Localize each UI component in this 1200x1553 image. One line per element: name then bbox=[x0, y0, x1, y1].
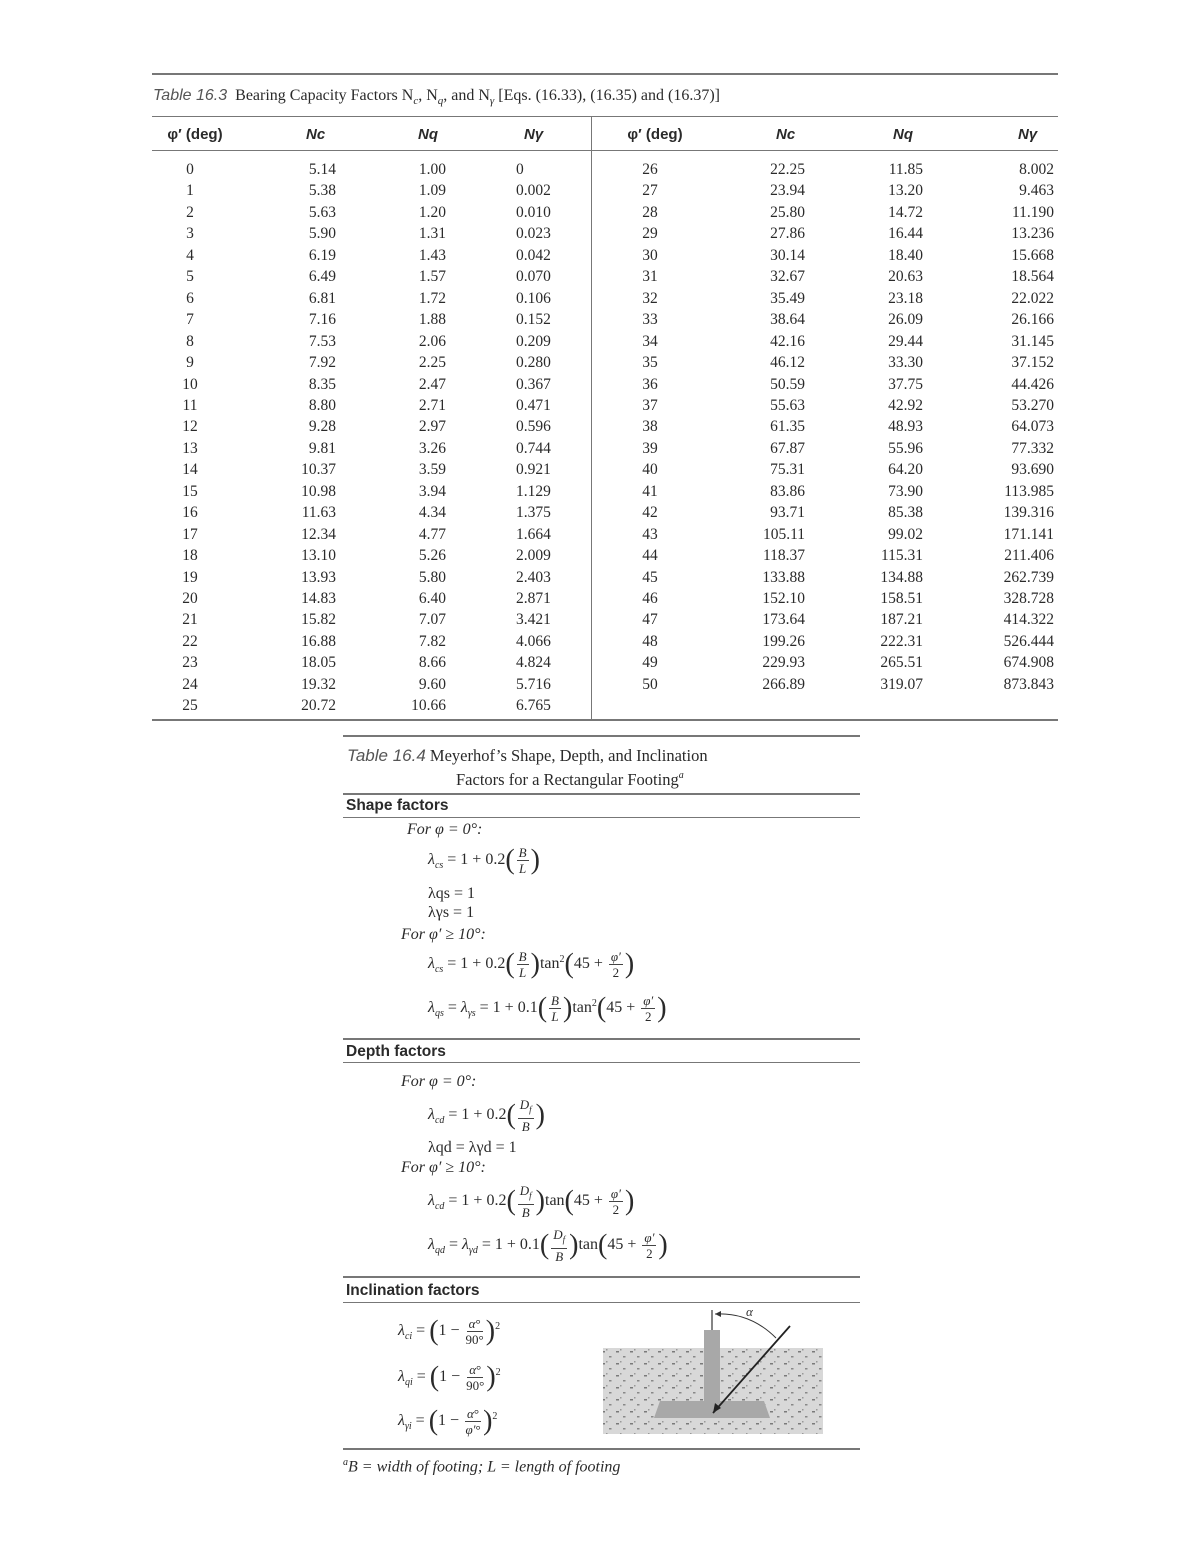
cell-left-phi: 12 bbox=[182, 418, 198, 436]
cell-left-nc: 9.81 bbox=[308, 439, 336, 457]
cell-left-phi: 22 bbox=[182, 632, 198, 650]
cell-right-ngamma: 18.564 bbox=[1011, 268, 1054, 286]
cell-left-ngamma: 4.066 bbox=[516, 632, 551, 650]
eq-lambda-ci: $\lambda_{ci} = (1$ − $\frac{\alpha^\circ}{90^\circ}$ )$^2$ bbox=[398, 1315, 501, 1347]
cell-left-ngamma: 1.129 bbox=[516, 482, 551, 500]
eq-lambda-cd-phi0: $\lambda_{cd} = 1 + 0.2$( $\frac{D_f}{B}$ ) bbox=[428, 1097, 545, 1134]
cell-right-nq: 16.44 bbox=[888, 225, 923, 243]
inclined-load-figure bbox=[600, 1300, 825, 1440]
cell-left-nc: 13.93 bbox=[301, 568, 336, 586]
cell-left-phi: 25 bbox=[182, 697, 198, 715]
cell-right-phi: 31 bbox=[642, 268, 658, 286]
t164-bottom-rule bbox=[343, 1448, 860, 1450]
cell-right-nc: 67.87 bbox=[770, 439, 805, 457]
eq-lambda-qs-gs-phi10: $\lambda_{qs} = \lambda_{\gamma s} = 1 + 0.1$( $\frac{B}{L}$ )$\tan^2(45$ + $\frac{\varphi'}{2}$ ) bbox=[428, 992, 667, 1024]
cell-left-nc: 20.72 bbox=[301, 697, 336, 715]
header-phi-right: φ′ (deg) bbox=[627, 126, 683, 143]
cell-left-nq: 2.47 bbox=[418, 375, 446, 393]
cell-right-nq: 11.85 bbox=[888, 161, 923, 178]
eq-lambda-qd: λqd = λγd = 1 bbox=[428, 1139, 517, 1156]
cell-right-ngamma: 262.739 bbox=[1003, 568, 1054, 586]
cell-right-ngamma: 139.316 bbox=[1003, 504, 1054, 522]
cell-right-nq: 265.51 bbox=[880, 654, 923, 672]
cell-left-nc: 10.37 bbox=[301, 461, 336, 479]
eq-lambda-cd-phi10: $\lambda_{cd} = 1 + 0.2$( $\frac{D_f}{B}$ )tan(45 + $\frac{\varphi'}{2}$ ) bbox=[428, 1183, 635, 1220]
shape-header-rule bbox=[343, 793, 860, 795]
cell-right-nq: 134.88 bbox=[880, 568, 923, 586]
cell-right-nq: 115.31 bbox=[880, 547, 923, 565]
cell-left-nq: 2.97 bbox=[418, 418, 446, 436]
cell-right-nq: 48.93 bbox=[888, 418, 923, 436]
cell-left-phi: 14 bbox=[182, 461, 198, 479]
cell-right-nc: 118.37 bbox=[762, 547, 805, 565]
cell-left-nc: 9.28 bbox=[308, 418, 336, 436]
cell-left-ngamma: 2.009 bbox=[516, 547, 551, 565]
cell-left-phi: 21 bbox=[182, 611, 198, 629]
for-phi0-label: For φ = 0°: bbox=[407, 821, 483, 838]
cell-left-phi: 23 bbox=[182, 654, 198, 672]
cell-left-nq: 1.31 bbox=[418, 225, 446, 243]
cell-right-nq: 26.09 bbox=[888, 311, 923, 329]
cell-right-ngamma: 9.463 bbox=[1019, 182, 1054, 200]
cell-right-phi: 46 bbox=[642, 590, 658, 607]
cell-left-phi: 0 bbox=[186, 161, 194, 178]
cell-left-nc: 6.49 bbox=[308, 268, 336, 286]
cell-right-nq: 33.30 bbox=[888, 354, 923, 372]
t164-top-rule bbox=[343, 735, 860, 737]
cell-right-phi: 43 bbox=[642, 525, 658, 543]
cell-right-phi: 32 bbox=[642, 289, 658, 307]
eq-lambda-cs-phi0: $\lambda_{cs} = 1 + 0.2$( $\frac{B}{L}$ ) bbox=[428, 844, 540, 876]
cell-right-nc: 42.16 bbox=[770, 332, 805, 350]
for-phi10-label: For φ′ ≥ 10°: bbox=[401, 926, 486, 943]
cell-right-ngamma: 64.073 bbox=[1011, 418, 1054, 436]
eq-lambda-gs: λγs = 1 bbox=[428, 904, 475, 921]
table-16-4-title: Table 16.4 Meyerhof’s Shape, Depth, and Inclination Factors for a Rectangular Footing$^a$ bbox=[347, 746, 708, 789]
cell-right-nc: 27.86 bbox=[770, 225, 805, 243]
cell-left-nc: 11.63 bbox=[301, 504, 336, 522]
cell-right-phi: 50 bbox=[642, 675, 658, 693]
cell-left-phi: 8 bbox=[186, 332, 194, 350]
cell-right-phi: 37 bbox=[642, 396, 658, 414]
cell-right-nq: 42.92 bbox=[888, 396, 923, 414]
cell-left-nq: 7.82 bbox=[418, 632, 446, 650]
cell-left-phi: 19 bbox=[182, 568, 198, 586]
cell-right-nq: 222.31 bbox=[880, 632, 923, 650]
cell-right-nc: 30.14 bbox=[770, 246, 805, 264]
cell-right-ngamma: 37.152 bbox=[1011, 354, 1054, 372]
cell-right-ngamma: 13.236 bbox=[1011, 225, 1054, 243]
cell-right-phi: 39 bbox=[642, 439, 658, 457]
cell-left-phi: 16 bbox=[182, 504, 198, 522]
cell-left-nq: 8.66 bbox=[418, 654, 446, 672]
cell-right-nc: 35.49 bbox=[770, 289, 805, 307]
table-top-rule bbox=[152, 73, 1058, 75]
cell-left-ngamma: 0.002 bbox=[516, 182, 551, 200]
cell-right-nq: 85.38 bbox=[888, 504, 923, 522]
cell-right-ngamma: 674.908 bbox=[1003, 654, 1054, 672]
cell-right-phi: 33 bbox=[642, 311, 658, 329]
eq-lambda-gi: $\lambda_{\gamma i} = (1$ − $\frac{\alpha^\circ}{\varphi'^\circ}$ )$^2$ bbox=[398, 1405, 498, 1437]
cell-right-phi: 44 bbox=[642, 547, 658, 565]
cell-right-nc: 105.11 bbox=[762, 525, 805, 543]
cell-left-ngamma: 2.403 bbox=[516, 568, 551, 586]
cell-left-nc: 5.14 bbox=[308, 161, 336, 178]
cell-right-nc: 173.64 bbox=[762, 611, 805, 629]
cell-left-ngamma: 4.824 bbox=[516, 654, 551, 672]
cell-right-ngamma: 211.406 bbox=[1004, 547, 1054, 565]
cell-right-ngamma: 113.985 bbox=[1004, 482, 1054, 500]
table-16-3-title: Table 16.3 Bearing Capacity Factors $N_c$, $N_q$, and $N_\gamma$ [Eqs. (16.33), (16.35) and (16.37)] bbox=[153, 87, 720, 108]
header-nc-left: Nc bbox=[306, 126, 326, 143]
cell-right-nq: 23.18 bbox=[888, 289, 923, 307]
cell-left-phi: 3 bbox=[186, 225, 194, 243]
inclination-factors-header: Inclination factors bbox=[346, 1282, 480, 1299]
cell-right-nc: 55.63 bbox=[770, 396, 805, 414]
footing-column bbox=[704, 1330, 720, 1405]
cell-left-phi: 18 bbox=[182, 547, 198, 565]
cell-left-ngamma: 0 bbox=[516, 161, 524, 178]
cell-left-ngamma: 5.716 bbox=[516, 675, 551, 693]
cell-left-nq: 3.59 bbox=[418, 461, 446, 479]
cell-left-ngamma: 0.010 bbox=[516, 203, 551, 221]
cell-right-ngamma: 414.322 bbox=[1003, 611, 1054, 629]
cell-right-ngamma: 31.145 bbox=[1011, 332, 1054, 350]
cell-right-phi: 29 bbox=[642, 225, 658, 243]
cell-right-nc: 75.31 bbox=[770, 461, 805, 479]
cell-right-nq: 55.96 bbox=[888, 439, 923, 457]
cell-left-phi: 10 bbox=[182, 375, 198, 393]
header-phi-left: φ′ (deg) bbox=[167, 126, 223, 143]
for-phi10-depth-label: For φ′ ≥ 10°: bbox=[401, 1159, 486, 1176]
cell-right-phi: 30 bbox=[642, 246, 658, 264]
cell-right-nc: 23.94 bbox=[770, 182, 805, 200]
cell-left-phi: 7 bbox=[186, 311, 194, 329]
cell-left-nc: 14.83 bbox=[301, 590, 336, 607]
cell-left-phi: 9 bbox=[186, 354, 194, 372]
eq-lambda-qs: λqs = 1 bbox=[428, 885, 476, 902]
cell-right-nc: 46.12 bbox=[770, 354, 805, 372]
cell-right-nq: 73.90 bbox=[888, 482, 923, 500]
cell-right-ngamma: 328.728 bbox=[1003, 590, 1054, 607]
cell-left-phi: 13 bbox=[182, 439, 198, 457]
cell-right-ngamma: 44.426 bbox=[1011, 375, 1054, 393]
cell-right-ngamma: 26.166 bbox=[1011, 311, 1054, 329]
cell-left-nq: 4.34 bbox=[418, 504, 446, 522]
cell-right-phi: 41 bbox=[642, 482, 658, 500]
cell-right-phi: 26 bbox=[642, 161, 658, 178]
cell-right-ngamma: 53.270 bbox=[1011, 396, 1054, 414]
header-top-rule bbox=[152, 116, 1058, 117]
cell-left-phi: 5 bbox=[186, 268, 194, 286]
cell-left-ngamma: 0.280 bbox=[516, 354, 551, 372]
cell-right-nq: 37.75 bbox=[888, 375, 923, 393]
depth-sub-rule bbox=[343, 1062, 860, 1063]
cell-right-nq: 13.20 bbox=[888, 182, 923, 200]
cell-right-nq: 18.40 bbox=[888, 246, 923, 264]
cell-right-nc: 152.10 bbox=[762, 590, 805, 607]
cell-right-phi: 38 bbox=[642, 418, 658, 436]
cell-left-nq: 1.43 bbox=[418, 246, 446, 264]
header-ng-left: Nγ bbox=[524, 126, 544, 143]
cell-right-nq: 158.51 bbox=[880, 590, 923, 607]
cell-right-nc: 199.26 bbox=[762, 632, 805, 650]
cell-left-nq: 1.88 bbox=[418, 311, 446, 329]
cell-right-phi: 45 bbox=[642, 568, 658, 586]
cell-right-nc: 22.25 bbox=[770, 161, 805, 178]
cell-left-nc: 7.53 bbox=[308, 332, 336, 350]
cell-right-nq: 187.21 bbox=[880, 611, 923, 629]
cell-right-nc: 83.86 bbox=[770, 482, 805, 500]
cell-left-nq: 5.26 bbox=[418, 547, 446, 565]
cell-right-phi: 36 bbox=[642, 375, 658, 393]
cell-left-nc: 13.10 bbox=[301, 547, 336, 565]
cell-left-nc: 6.81 bbox=[308, 289, 336, 307]
table-label: Table 16.3 bbox=[153, 87, 228, 104]
cell-right-ngamma: 11.190 bbox=[1011, 203, 1054, 221]
cell-right-nq: 20.63 bbox=[888, 268, 923, 286]
cell-left-nq: 3.94 bbox=[418, 482, 446, 500]
eq-lambda-qi: $\lambda_{qi} = (1$ − $\frac{\alpha^\circ}{90^\circ}$ )$^2$ bbox=[398, 1361, 501, 1393]
header-nq-left: Nq bbox=[418, 126, 438, 143]
for-phi0-depth-label: For φ = 0°: bbox=[401, 1073, 477, 1090]
cell-left-nc: 8.35 bbox=[308, 375, 336, 393]
alpha-label: α bbox=[746, 1304, 753, 1319]
cell-left-nq: 6.40 bbox=[418, 590, 446, 607]
cell-right-ngamma: 8.002 bbox=[1019, 161, 1054, 178]
cell-left-ngamma: 0.744 bbox=[516, 439, 551, 457]
cell-right-ngamma: 526.444 bbox=[1003, 632, 1054, 650]
cell-left-ngamma: 6.765 bbox=[516, 697, 551, 715]
depth-header-rule bbox=[343, 1038, 860, 1040]
cell-right-nc: 38.64 bbox=[770, 311, 805, 329]
cell-right-ngamma: 93.690 bbox=[1011, 461, 1054, 479]
cell-left-ngamma: 0.209 bbox=[516, 332, 551, 350]
cell-left-nq: 1.20 bbox=[418, 203, 446, 221]
cell-right-nq: 64.20 bbox=[888, 461, 923, 479]
cell-right-nc: 61.35 bbox=[770, 418, 805, 436]
cell-left-nq: 9.60 bbox=[418, 675, 446, 693]
shape-factors-header: Shape factors bbox=[346, 797, 449, 814]
cell-left-ngamma: 3.421 bbox=[516, 611, 551, 629]
cell-right-ngamma: 171.141 bbox=[1003, 525, 1054, 543]
cell-left-nc: 12.34 bbox=[301, 525, 336, 543]
cell-left-nq: 1.57 bbox=[418, 268, 446, 286]
header-ng-right: Nγ bbox=[1018, 126, 1038, 143]
cell-right-phi: 34 bbox=[642, 332, 658, 350]
cell-left-nc: 19.32 bbox=[301, 675, 336, 693]
cell-left-nc: 18.05 bbox=[301, 654, 336, 672]
cell-left-phi: 17 bbox=[182, 525, 198, 543]
cell-left-nq: 1.00 bbox=[418, 161, 446, 178]
cell-left-nq: 2.71 bbox=[418, 396, 446, 414]
cell-left-nc: 16.88 bbox=[301, 632, 336, 650]
column-divider bbox=[591, 116, 592, 720]
cell-left-ngamma: 0.042 bbox=[516, 246, 551, 264]
cell-left-ngamma: 1.664 bbox=[516, 525, 551, 543]
cell-right-phi: 35 bbox=[642, 354, 658, 372]
cell-left-phi: 1 bbox=[186, 182, 194, 200]
cell-left-ngamma: 0.367 bbox=[516, 375, 551, 393]
cell-right-nq: 99.02 bbox=[888, 525, 923, 543]
cell-left-nq: 2.25 bbox=[418, 354, 446, 372]
cell-left-nq: 2.06 bbox=[418, 332, 446, 350]
cell-left-nq: 7.07 bbox=[418, 611, 446, 629]
cell-right-nc: 32.67 bbox=[770, 268, 805, 286]
cell-left-nc: 5.90 bbox=[308, 225, 336, 243]
cell-left-ngamma: 0.023 bbox=[516, 225, 551, 243]
cell-left-nc: 8.80 bbox=[308, 396, 336, 414]
cell-left-ngamma: 1.375 bbox=[516, 504, 551, 522]
cell-left-phi: 24 bbox=[182, 675, 198, 693]
header-bottom-rule bbox=[152, 150, 1058, 151]
cell-left-ngamma: 0.106 bbox=[516, 289, 551, 307]
cell-left-ngamma: 0.596 bbox=[516, 418, 551, 436]
cell-left-nc: 7.92 bbox=[308, 354, 336, 372]
cell-right-nc: 50.59 bbox=[770, 375, 805, 393]
table-bottom-rule bbox=[152, 719, 1058, 721]
table-footnote: $^a$B = width of footing; L = length of footing bbox=[343, 1457, 621, 1476]
cell-left-ngamma: 0.471 bbox=[516, 396, 551, 414]
cell-left-nc: 10.98 bbox=[301, 482, 336, 500]
incl-header-rule bbox=[343, 1276, 860, 1278]
cell-right-nq: 29.44 bbox=[888, 332, 923, 350]
cell-right-nc: 229.93 bbox=[762, 654, 805, 672]
cell-left-nc: 5.63 bbox=[308, 203, 336, 221]
cell-left-phi: 20 bbox=[182, 590, 198, 607]
cell-right-phi: 42 bbox=[642, 504, 658, 522]
cell-right-ngamma: 22.022 bbox=[1011, 289, 1054, 307]
cell-left-nq: 1.09 bbox=[418, 182, 446, 200]
cell-left-phi: 2 bbox=[186, 203, 194, 221]
cell-right-phi: 27 bbox=[642, 182, 658, 200]
cell-left-nc: 6.19 bbox=[308, 246, 336, 264]
cell-left-ngamma: 0.070 bbox=[516, 268, 551, 286]
cell-left-ngamma: 0.921 bbox=[516, 461, 551, 479]
cell-right-ngamma: 15.668 bbox=[1011, 246, 1054, 264]
shape-sub-rule bbox=[343, 817, 860, 818]
cell-right-ngamma: 77.332 bbox=[1011, 439, 1054, 457]
cell-left-phi: 11 bbox=[182, 396, 198, 414]
cell-left-phi: 15 bbox=[182, 482, 198, 500]
cell-right-phi: 47 bbox=[642, 611, 658, 629]
cell-left-nc: 7.16 bbox=[308, 311, 336, 329]
cell-left-ngamma: 0.152 bbox=[516, 311, 551, 329]
table-16-4 bbox=[343, 735, 860, 1485]
eq-lambda-qd-gd-phi10: $\lambda_{qd} = \lambda_{\gamma d} = 1 + 0.1$( $\frac{D_f}{B}$ )tan(45 + $\frac{\varphi'}{2}$ ) bbox=[428, 1227, 668, 1264]
eq-lambda-cs-phi10: $\lambda_{cs} = 1 + 0.2$( $\frac{B}{L}$ )$\tan^2(45$ + $\frac{\varphi'}{2}$ ) bbox=[428, 948, 635, 980]
cell-left-nq: 10.66 bbox=[411, 697, 446, 715]
cell-left-nq: 4.77 bbox=[418, 525, 446, 543]
cell-right-nq: 319.07 bbox=[880, 675, 923, 693]
cell-right-ngamma: 873.843 bbox=[1003, 675, 1054, 693]
cell-left-phi: 4 bbox=[186, 246, 194, 264]
cell-right-nc: 93.71 bbox=[770, 504, 805, 522]
cell-right-phi: 49 bbox=[642, 654, 658, 672]
footing-base bbox=[654, 1401, 770, 1418]
cell-right-phi: 48 bbox=[642, 632, 658, 650]
cell-left-nq: 1.72 bbox=[418, 289, 446, 307]
cell-right-nq: 14.72 bbox=[888, 203, 923, 221]
header-nc-right: Nc bbox=[776, 126, 796, 143]
cell-left-nq: 5.80 bbox=[418, 568, 446, 586]
cell-left-nc: 5.38 bbox=[308, 182, 336, 200]
cell-right-phi: 40 bbox=[642, 461, 658, 479]
cell-right-nc: 266.89 bbox=[762, 675, 805, 693]
cell-right-phi: 28 bbox=[642, 203, 658, 221]
depth-factors-header: Depth factors bbox=[346, 1043, 446, 1060]
cell-left-ngamma: 2.871 bbox=[516, 590, 551, 607]
cell-left-nq: 3.26 bbox=[418, 439, 446, 457]
cell-left-phi: 6 bbox=[186, 289, 194, 307]
cell-right-nc: 25.80 bbox=[770, 203, 805, 221]
header-nq-right: Nq bbox=[893, 126, 913, 143]
cell-right-nc: 133.88 bbox=[762, 568, 805, 586]
cell-left-nc: 15.82 bbox=[301, 611, 336, 629]
